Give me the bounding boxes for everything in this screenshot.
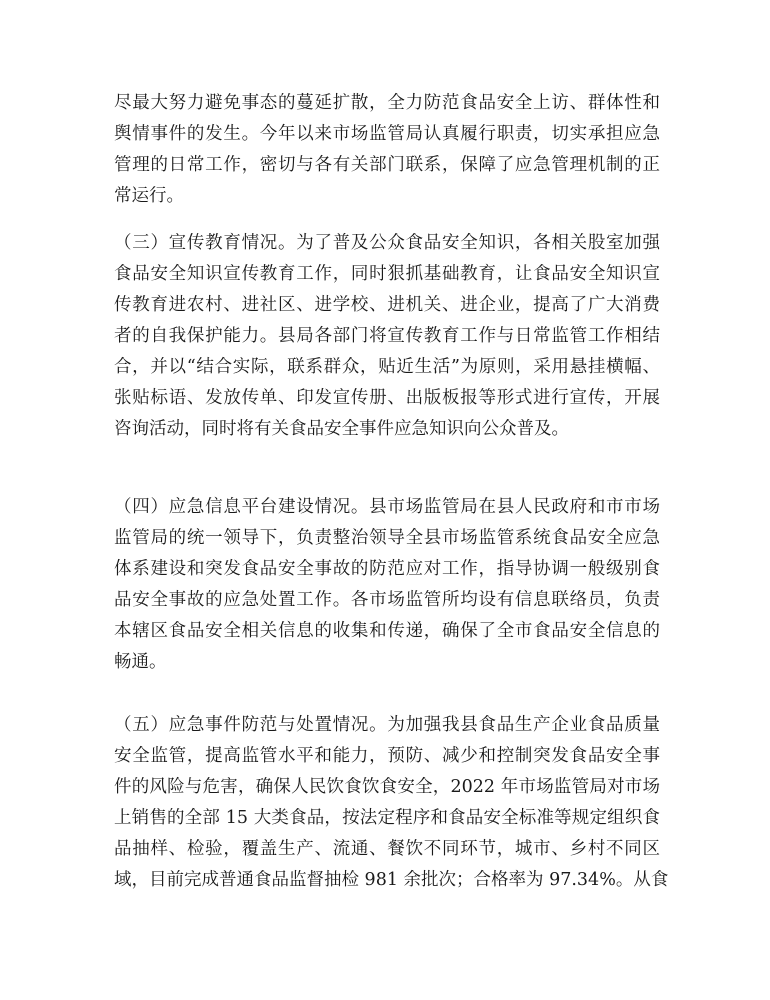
text-line: 监管局的统一领导下，负责整治领导全县市场监管系统食品安全应急 [114,528,660,548]
paragraph-info-platform [114,492,660,678]
paragraph-emergency-management [114,88,660,212]
text-line: 食品安全知识宣传教育工作，同时狠抓基础教育，让食品安全知识宣 [114,264,660,284]
text-line: 品安全事故的应急处置工作。各市场监管所均设有信息联络员，负责 [114,590,660,610]
text-line: 管理的日常工作，密切与各有关部门联系，保障了应急管理机制的正 [114,155,660,175]
text-line: 件的风险与危害，确保人民饮食饮食安全，2022 年市场监管局对市场 [114,777,660,797]
text-line: 传教育进农村、进社区、进学校、进机关、进企业，提高了广大消费 [114,295,660,315]
text-line: 安全监管，提高监管水平和能力，预防、减少和控制突发食品安全事 [114,746,660,766]
text-line: 咨询活动，同时将有关食品安全事件应急知识向公众普及。 [114,419,569,439]
text-line: 张贴标语、发放传单、印发宣传册、出版板报等形式进行宣传，开展 [114,388,660,408]
text-line: 上销售的全部 15 大类食品，按法定程序和食品安全标准等规定组织食 [114,808,660,828]
text-line: 常运行。 [114,186,184,206]
paragraph-publicity-education [114,228,660,445]
text-line: 品抽样、检验，覆盖生产、流通、餐饮不同环节，城市、乡村不同区 [114,839,660,859]
text-line: 体系建设和突发食品安全事故的防范应对工作，指导协调一般级别食 [114,559,660,579]
text-line: 合，并以“结合实际，联系群众，贴近生活”为原则，采用悬挂横幅、 [114,357,660,377]
text-line: 尽最大努力避免事态的蔓延扩散，全力防范食品安全上访、群体性和 [114,93,660,113]
text-line: 舆情事件的发生。今年以来市场监管局认真履行职责，切实承担应急 [114,124,660,144]
text-line: （五）应急事件防范与处置情况。为加强我县食品生产企业食品质量 [114,715,660,735]
text-line: 域，目前完成普通食品监督抽检 981 余批次；合格率为 97.34%。从食 [114,870,669,890]
text-line: 畅通。 [114,652,167,672]
text-line: 者的自我保护能力。县局各部门将宣传教育工作与日常监管工作相结 [114,326,660,346]
text-line: （四）应急信息平台建设情况。县市场监管局在县人民政府和市市场 [114,497,660,517]
text-line: （三）宣传教育情况。为了普及公众食品安全知识，各相关股室加强 [114,233,660,253]
paragraph-emergency-prevention [114,710,669,896]
text-line: 本辖区食品安全相关信息的收集和传递，确保了全市食品安全信息的 [114,621,660,641]
